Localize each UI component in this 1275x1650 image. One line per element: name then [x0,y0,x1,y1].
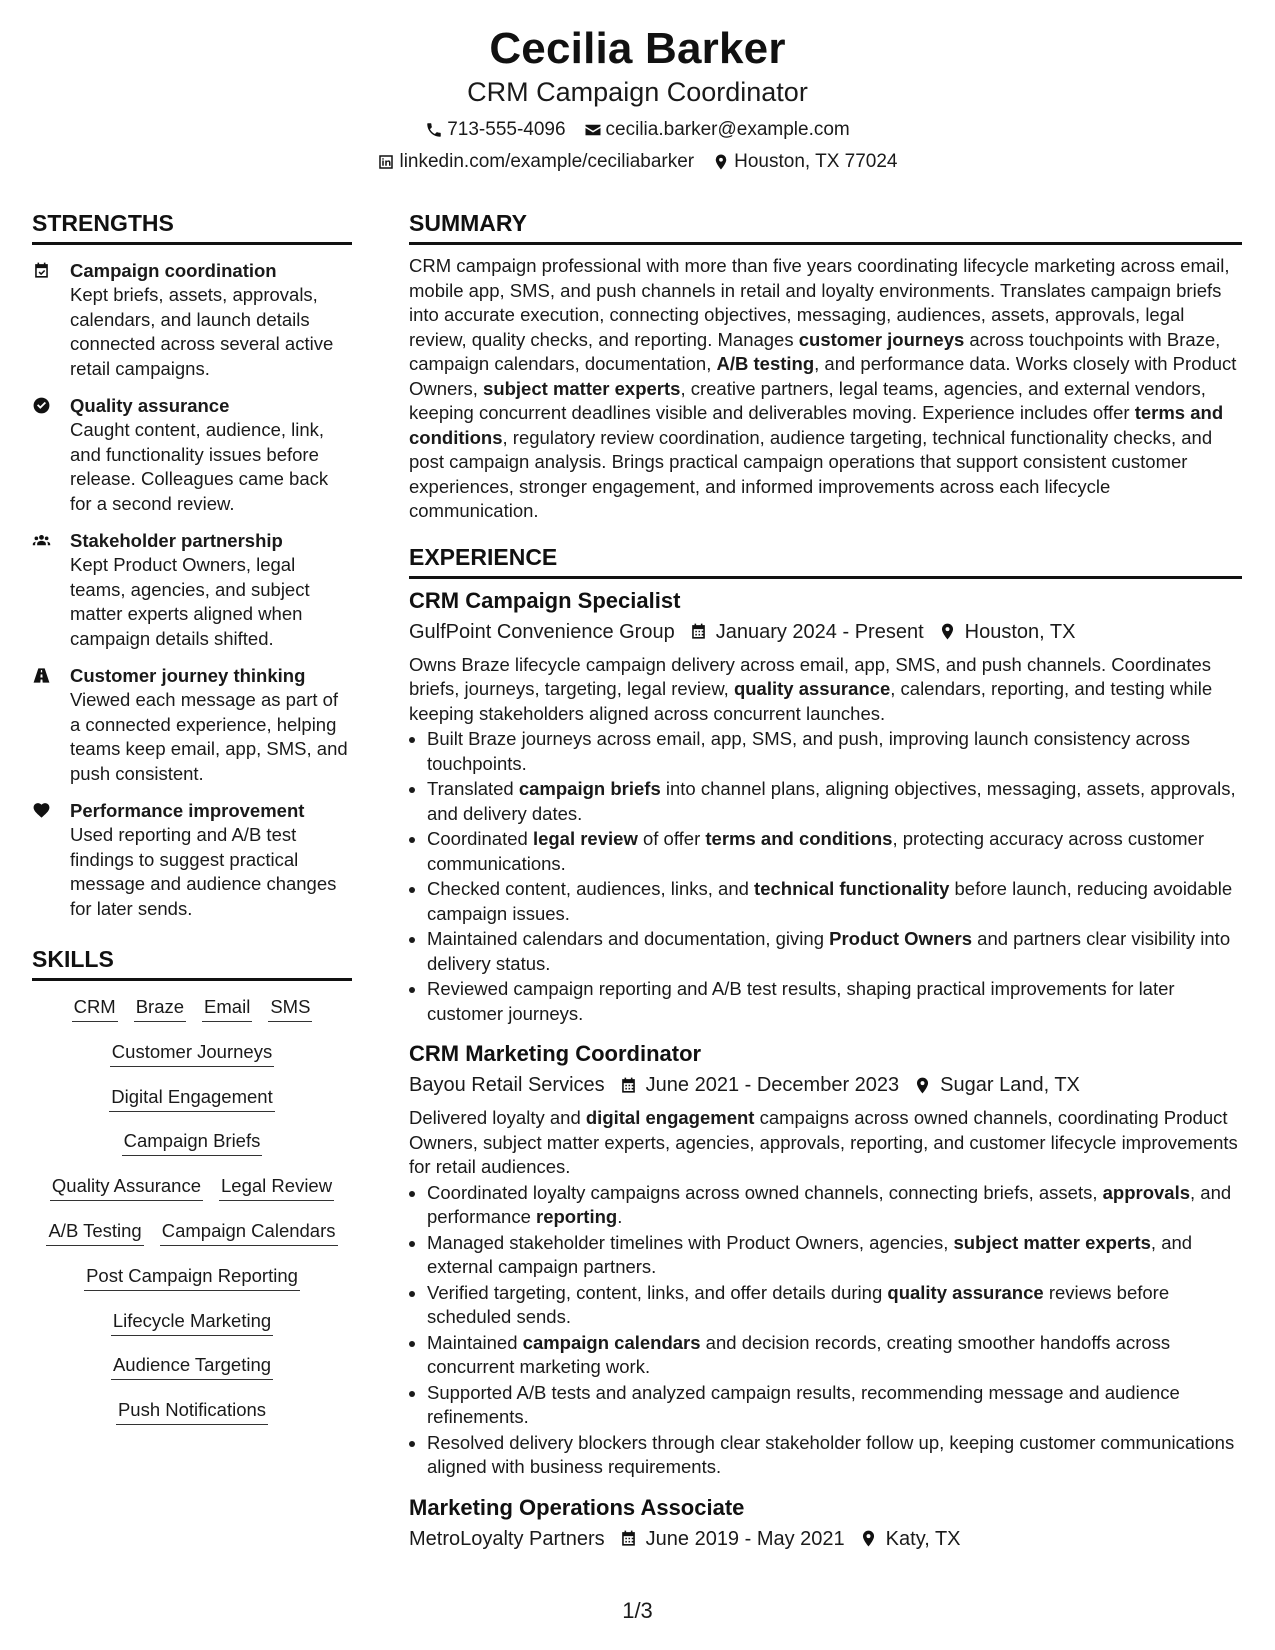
text-segment: Coordinated loyalty campaigns across owned channels, connecting briefs, assets, [427,1181,1103,1203]
contact-email[interactable] [584,119,850,141]
map-pin-icon [938,622,957,641]
text-segment: Translated [427,778,519,799]
skill-row [32,1040,352,1085]
map-pin-icon [712,153,730,171]
bold-text: campaign calendars [522,1331,701,1353]
strength-icon-wrap [32,799,70,921]
calendar-check-icon [32,261,51,280]
bold-text: technical functionality [754,878,950,899]
email-text: cecilia.barker@example.com [605,119,850,140]
envelope-icon [584,121,602,139]
skill-tag: Audience Targeting [111,1353,273,1380]
skill-tag: Digital Engagement [109,1085,274,1112]
text-segment: Coordinated [427,828,533,849]
resume-header [0,22,1275,173]
calendar-icon [689,622,708,641]
linkedin-text: linkedin.com/example/ceciliabarker [399,151,695,172]
linkedin-icon [377,153,395,171]
users-icon [32,531,51,550]
text-segment: Resolved delivery blockers through clear stakeholder follow up, keeping customer communications aligned with business requirements. [427,1431,1235,1477]
bullet-item [427,1431,1242,1480]
skill-row [32,1398,352,1443]
strength-icon-wrap [32,529,70,651]
page-number: 1/3 [622,1598,653,1623]
text-segment: Delivered loyalty and [409,1107,586,1128]
map-pin-icon [859,1529,878,1548]
text-segment: , regulatory review coordination, audience targeting, technical functionality checks, and post campaign analysis. Brings practical campaign operations that support consistent customer experiences, stronger engagement, and informed improvements across each lifecycle communication. [409,426,1213,521]
text-segment: across touchpoints with Braze, campaign calendars, documentation, [409,328,1221,374]
text-segment: and decision records, creating smoother handoffs across concurrent marketing work. [427,1331,1171,1377]
bold-text: campaign briefs [518,778,661,799]
check-circle-icon [32,396,51,415]
bullet-item [427,727,1242,776]
text-segment: , calendars, reporting, and testing while keeping stakeholders aligned across concurrent launches. [409,678,1213,724]
bullet-item [427,777,1242,826]
skills-list [32,995,352,1443]
job-meta [409,617,1242,647]
text-segment: Maintained [427,1331,523,1353]
strength-icon-wrap [32,259,70,381]
bullet-item [427,1181,1242,1230]
job-entry [409,587,1242,1027]
text-segment: Owns Braze lifecycle campaign delivery across email, app, SMS, and push channels. Coordinates briefs, journeys, targeting, legal review, [409,653,1212,699]
strength-body [70,664,352,786]
job-company: Bayou Retail Services [409,1074,605,1096]
left-column [32,210,352,1443]
job-title: CRM Campaign Specialist [409,587,681,613]
heart-icon [32,801,51,820]
text-segment: CRM campaign professional with more than five years coordinating lifecycle marketing across email, mobile app, SMS, and push channels in retail and loyalty environments. Translates campaign briefs into accurate execution, connecting objectives, messaging, audiences, assets, approvals, legal review, quality checks, and reporting. Manages [409,255,1230,350]
bold-text: digital engagement [585,1107,755,1128]
job-title: CRM Marketing Coordinator [409,1041,702,1066]
strengths-heading: STRENGTHS [32,210,352,245]
bold-text: customer journeys [798,328,965,350]
strength-icon-wrap [32,394,70,516]
job-description [409,1106,1242,1180]
bold-text: subject matter experts [953,1231,1151,1253]
job-company: GulfPoint Convenience Group [409,620,675,643]
text-segment: Reviewed campaign reporting and A/B test results, shaping practical improvements for later customer journeys. [427,978,1175,1024]
text-segment: into channel plans, aligning objectives, messaging, assets, approvals, and delivery dates. [427,778,1236,824]
skill-tag: Quality Assurance [50,1174,203,1201]
contact-location [712,151,897,173]
skill-tag: Lifecycle Marketing [111,1309,273,1336]
strength-item [32,664,352,786]
skill-tag: Campaign Briefs [122,1129,263,1156]
skill-row [32,1174,352,1219]
strength-title: Stakeholder partnership [70,530,283,551]
skill-tag: Email [202,995,252,1022]
bold-text: Product Owners [829,928,973,949]
skill-row [32,1085,352,1130]
bold-text: approvals [1102,1181,1191,1203]
text-segment: of offer [637,828,706,849]
text-segment: Checked content, audiences, links, and [427,878,755,899]
text-segment: Maintained calendars and documentation, giving [427,928,830,949]
text-segment: . [617,1206,623,1227]
bold-text: terms and conditions [705,828,893,849]
strength-text: Kept Product Owners, legal teams, agencies, and subject matter experts aligned when campaign details shifted. [70,554,310,649]
skill-tag: Post Campaign Reporting [84,1264,300,1291]
bullet-item [427,1331,1242,1380]
strength-body [70,394,352,516]
text-segment: campaigns across owned channels, coordinating Product Owners, subject matter experts, agencies, approvals, reporting, and customer lifecycle improvements for retail audiences. [409,1107,1238,1177]
strength-item [32,799,352,921]
text-segment: Built Braze journeys across email, app, SMS, and push, improving launch consistency across touchpoints. [427,728,1190,774]
text-segment: , and performance [427,1181,1232,1227]
job-location: Sugar Land, TX [940,1074,1080,1096]
strength-title: Performance improvement [70,800,305,821]
bullet-item [427,877,1242,926]
bullet-item [427,1231,1242,1280]
strength-item [32,529,352,651]
text-segment: , and external campaign partners. [427,1231,1193,1277]
job-entry [409,1494,1242,1554]
job-title: Marketing Operations Associate [409,1494,745,1520]
skills-heading: SKILLS [32,946,352,981]
strength-title: Campaign coordination [70,260,277,281]
strengths-list [32,259,352,921]
job-company: MetroLoyalty Partners [409,1527,605,1550]
skill-tag: Campaign Calendars [160,1219,338,1246]
bullet-item [427,1281,1242,1330]
summary-heading: SUMMARY [409,210,1242,245]
bold-text: reporting [536,1206,618,1227]
jobs-list [409,587,1242,1554]
job-bullets [409,1181,1242,1480]
skill-tag: Push Notifications [116,1398,268,1425]
map-pin-icon [913,1076,932,1095]
bold-text: subject matter experts [483,377,681,399]
experience-heading: EXPERIENCE [409,544,1242,579]
skill-tag: CRM [72,995,118,1022]
bold-text: quality assurance [733,678,891,699]
strength-body [70,799,352,921]
job-dates: June 2019 - May 2021 [645,1527,845,1550]
skill-row [32,1353,352,1398]
skill-tag: SMS [268,995,312,1022]
strength-text: Viewed each message as part of a connected experience, helping teams keep email, app, SMS, and push consistent. [70,689,348,784]
strength-body [70,529,352,651]
strength-item [32,259,352,381]
text-segment: , creative partners, legal teams, agencies, and external vendors, keeping concurrent deadlines visible and deliverables moving. Experience includes offer [409,377,1206,423]
text-segment: Supported A/B tests and analyzed campaign results, recommending message and audience refinements. [427,1381,1180,1427]
text-segment: Managed stakeholder timelines with Product Owners, agencies, [427,1231,954,1253]
road-icon [32,666,51,685]
skill-tag: Braze [134,995,186,1022]
strength-body [70,259,352,381]
bold-text: terms and conditions [409,402,1224,448]
strength-text: Kept briefs, assets, approvals, calendars, and launch details connected across several active retail campaigns. [70,284,334,379]
contact-phone[interactable] [425,119,565,141]
strength-text: Used reporting and A/B test findings to suggest practical message and audience changes for later sends. [70,824,337,919]
candidate-name: Cecilia Barker [489,24,786,73]
skill-tag: Customer Journeys [110,1040,274,1067]
phone-text: 713-555-4096 [447,119,566,140]
skill-row [32,1129,352,1174]
skill-row [32,995,352,1040]
text-segment: , and performance data. Works closely with Product Owners, [409,353,1237,399]
bullet-item [427,827,1242,876]
contact-row-1 [0,119,1275,141]
text-segment: reviews before scheduled sends. [427,1281,1170,1327]
bold-text: legal review [532,828,638,849]
phone-icon [425,121,443,139]
text-segment: before launch, reducing avoidable campaign issues. [427,878,1233,924]
job-entry [409,1040,1242,1480]
bullet-item [427,927,1242,976]
skill-row [32,1264,352,1309]
right-column [409,210,1242,1554]
bold-text: A/B testing [716,353,815,374]
strength-title: Quality assurance [70,395,230,416]
text-segment: and partners clear visibility into delivery status. [427,928,1231,974]
skill-tag: A/B Testing [46,1219,143,1246]
candidate-role: CRM Campaign Coordinator [467,77,808,107]
bold-text: quality assurance [887,1281,1044,1303]
job-bullets [409,727,1242,1026]
contact-row-2 [0,151,1275,173]
contact-linkedin[interactable] [377,151,694,173]
strength-title: Customer journey thinking [70,665,306,686]
job-location: Houston, TX [964,620,1076,643]
strength-text: Caught content, audience, link, and functionality issues before release. Colleagues came back for a second review. [70,419,329,514]
strength-item [32,394,352,516]
calendar-icon [619,1076,638,1095]
job-meta [409,1524,1242,1554]
job-location: Katy, TX [885,1527,961,1550]
bullet-item [427,1381,1242,1430]
text-segment: , protecting accuracy across customer communications. [427,828,1205,874]
strength-icon-wrap [32,664,70,786]
job-meta [409,1070,1242,1100]
job-description [409,653,1242,727]
summary-text [409,254,1242,524]
bullet-item [427,977,1242,1026]
job-dates: January 2024 - Present [715,620,924,643]
job-dates: June 2021 - December 2023 [645,1074,900,1096]
skill-row [32,1219,352,1264]
calendar-icon [619,1529,638,1548]
location-text: Houston, TX 77024 [734,151,898,172]
skill-tag: Legal Review [219,1174,334,1201]
text-segment: Verified targeting, content, links, and offer details during [427,1281,888,1303]
skill-row [32,1309,352,1354]
